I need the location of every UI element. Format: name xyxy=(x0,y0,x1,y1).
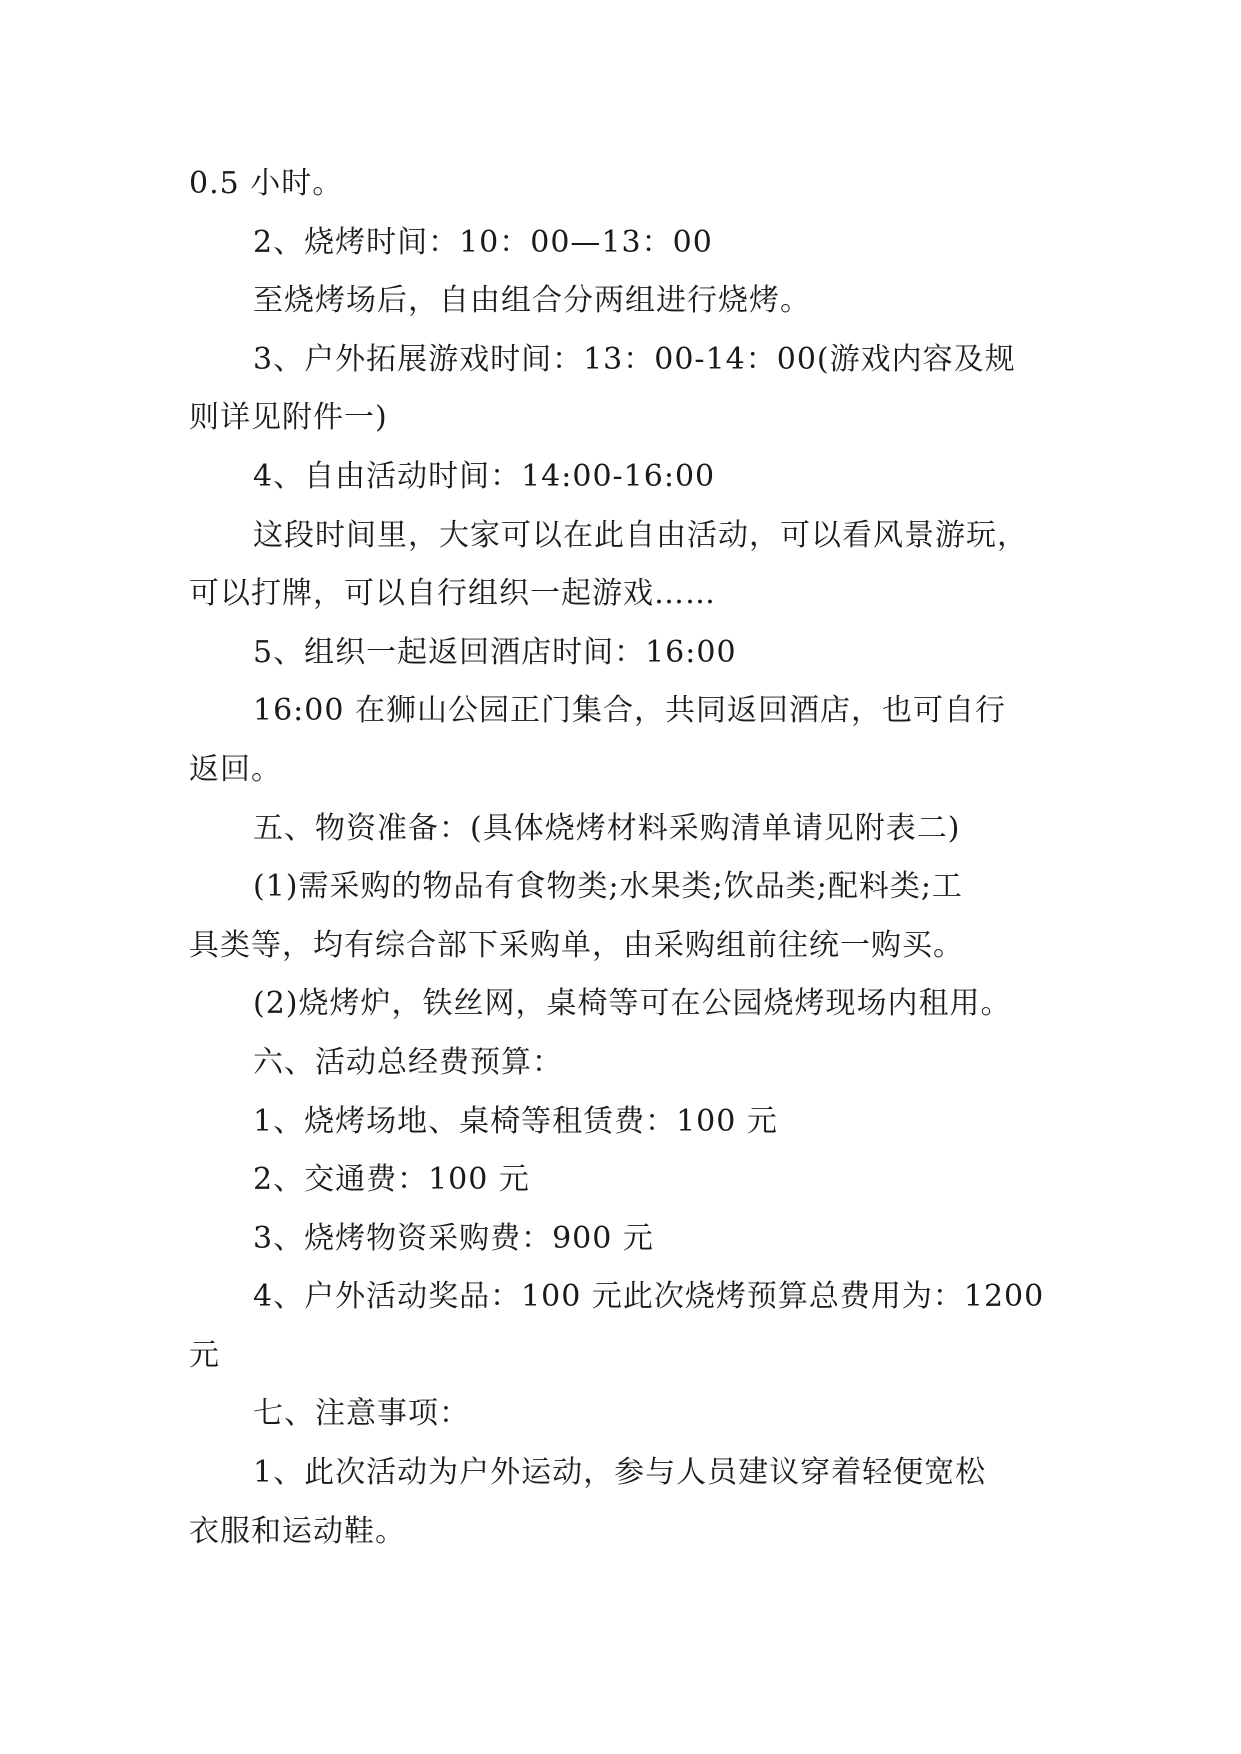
text-line: (2)烧烤炉，铁丝网，桌椅等可在公园烧烤现场内租用。 xyxy=(253,986,1012,1022)
text-line: 元 xyxy=(189,1337,220,1373)
text-line: 衣服和运动鞋。 xyxy=(189,1513,406,1549)
text-line: 1、此次活动为户外运动，参与人员建议穿着轻便宽松 xyxy=(253,1455,987,1491)
text-line: 0.5 小时。 xyxy=(189,166,344,201)
text-line: (1)需采购的物品有食物类;水果类;饮品类;配料类;工 xyxy=(253,869,963,905)
text-line: 1、烧烤场地、桌椅等租赁费：100 元 xyxy=(253,1103,778,1139)
text-line: 这段时间里，大家可以在此自由活动，可以看风景游玩， xyxy=(253,517,1028,553)
text-line: 则详见附件一) xyxy=(189,400,388,436)
text-line: 六、活动总经费预算： xyxy=(253,1044,563,1080)
text-line: 2、交通费：100 元 xyxy=(253,1162,530,1198)
text-line: 3、烧烤物资采购费：900 元 xyxy=(253,1220,654,1256)
text-line: 16:00 在狮山公园正门集合，共同返回酒店，也可自行 xyxy=(253,693,1006,729)
text-line: 具类等，均有综合部下采购单，由采购组前往统一购买。 xyxy=(189,927,964,963)
document-body xyxy=(189,155,1057,1561)
text-line: 五、物资准备：(具体烧烤材料采购清单请见附表二) xyxy=(253,810,961,846)
text-line: 4、自由活动时间：14:00-16:00 xyxy=(253,458,716,494)
text-line: 4、户外活动奖品：100 元此次烧烤预算总费用为：1200 xyxy=(253,1279,1045,1315)
text-line: 七、注意事项： xyxy=(253,1396,470,1432)
text-line: 至烧烤场后，自由组合分两组进行烧烤。 xyxy=(253,283,811,319)
text-line: 返回。 xyxy=(189,751,282,787)
text-line: 2、烧烤时间：10：00—13：00 xyxy=(253,224,713,260)
text-line: 3、户外拓展游戏时间：13：00-14：00(游戏内容及规 xyxy=(253,341,1016,377)
text-line: 5、组织一起返回酒店时间：16:00 xyxy=(253,634,737,670)
text-line: 可以打牌，可以自行组织一起游戏…… xyxy=(189,576,716,612)
